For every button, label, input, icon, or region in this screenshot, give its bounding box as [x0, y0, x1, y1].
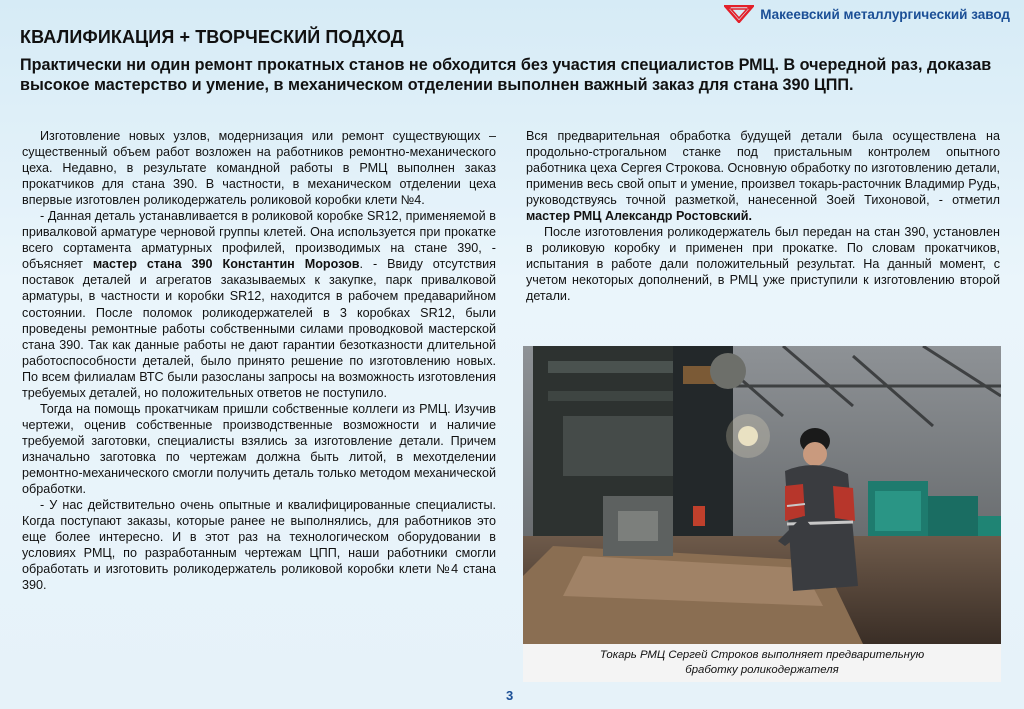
- workshop-photo-illustration: [523, 346, 1001, 644]
- right-paragraph-1: [526, 128, 1000, 224]
- caption-line-2: бработку роликодержателя: [685, 664, 839, 676]
- left-paragraph-1: Изготовление новых узлов, модернизация или ремонт существующих – существенный объем работ возложен на работников ремонтно-механического цеха. Недавно, в результате командной работы в РМЦ выполнен заказ прокатчиков для стана 390. В частности, в механическом отделении цеха впервые изготовлен роликодержатель роликовой коробки клети №4.: [22, 129, 496, 208]
- page-headline: КВАЛИФИКАЦИЯ + ТВОРЧЕСКИЙ ПОДХОД: [20, 27, 404, 47]
- left-p2-text-c: . - Ввиду отсутствия поставок деталей и агрегатов заказываемых к закупке, парк привалковой арматуры, в частности и коробки SR12, находится в рабочем предаварийном состоянии. После поломок роликодержателей в 3 коробках SR12, были проведены ремонтные работы собственными силами проводковой мастерской стана 390. Так как данные работы не дают гарантии безотказности длительной работоспособности деталей, было принято решение по изготовлению новых. По всем филиалам ВТС были разосланы запросы на возможность изготовления требуемых деталей, но положительных ответов не поступило.: [22, 257, 496, 400]
- workshop-photo: [523, 346, 1001, 644]
- right-column: [526, 128, 1000, 305]
- caption-line-1: Токарь РМЦ Сергей Строков выполняет предварительную: [599, 649, 925, 661]
- left-paragraph-4: - У нас действительно очень опытные и квалифицированные специалисты. Когда поступают заказы, которые ранее не выполнялись, для работников это еще более интересно. И в этот раз на технологическом оборудовании в условиях РМЦ, по разработанным чертежам ЦПП, наши работники смогли обработать и изготовить роликодержатель роликовой коробки клети №4 стана 390.: [22, 498, 496, 593]
- left-column: [22, 128, 496, 593]
- right-p1-text-a: Вся предварительная обработка будущей детали была осуществлена на продольно-строгальном станке под пристальным контролем опытного работника цеха Сергея Строкова. Основную обработку по изготовлению детали, применив весь свой опыт и умение, произвел токарь-расточник Владимир Рудь, руководствуясь точной разметкой, нанесенной Зоей Тихоновой, - отметил: [526, 129, 1000, 208]
- logo-emblem-icon: [724, 5, 754, 23]
- left-p2-quote-author: мастер стана 390 Константин Морозов: [92, 257, 360, 272]
- right-paragraph-2: После изготовления роликодержатель был передан на стан 390, установлен в роликовую коробку и применен при прокатке. По словам прокатчиков, испытания в работе дали положительный результат. На данный момент, с учетом некоторых дополнений, в РМЦ уже приступили к изготовлению второй детали.: [526, 225, 1000, 304]
- company-logo[interactable]: [724, 4, 1010, 24]
- left-paragraph-2: [22, 208, 496, 401]
- page-number: 3: [506, 688, 514, 703]
- left-p2-text-a: - Данная деталь устанавливается в роликовой коробке SR12, применяемой в привалковой арматуре черновой группы клетей. Она используется при прокатке всего сортамента арматурных профилей, производимых на стане 390, - объясняет: [22, 209, 496, 272]
- photo-caption: [523, 644, 1001, 682]
- logo-text: Макеевский металлургический завод: [760, 6, 1010, 22]
- lead-paragraph: Практически ни один ремонт прокатных станов не обходится без участия специалистов РМЦ. В очередной раз, доказав высокое мастерство и умение, в механическом отделении выполнен важный заказ для стана 390 ЦПП.: [20, 56, 992, 94]
- left-paragraph-3: Тогда на помощь прокатчикам пришли собственные коллеги из РМЦ. Изучив чертежи, оценив собственные производственные возможности и наличие требуемой заготовки, специалисты взялись за изготовление детали. Причем изначально заготовка по чертежам должна быть литой, в мехотделении ремонтно-механического смогли получить деталь только методом механической обработки.: [22, 401, 496, 497]
- right-p1-quote-author: мастер РМЦ Александр Ростовский.: [526, 209, 752, 224]
